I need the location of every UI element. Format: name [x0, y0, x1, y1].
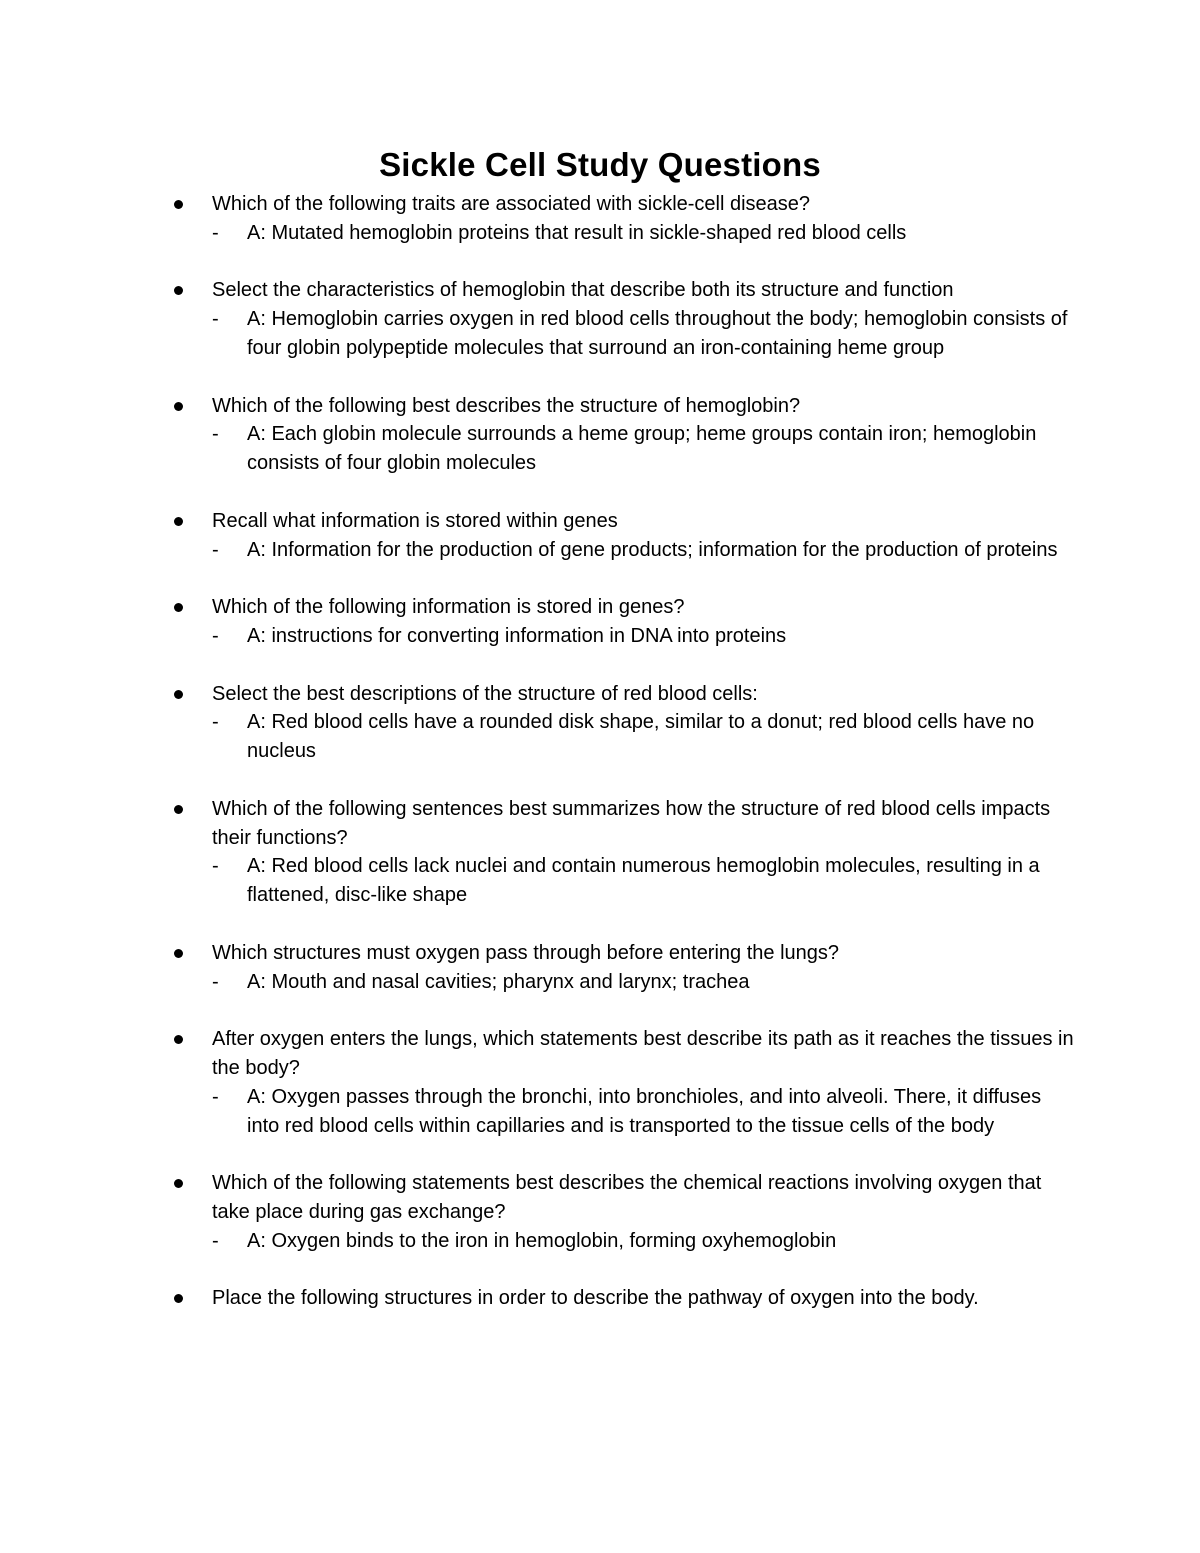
question-item: [174, 392, 1074, 478]
answer-text: - A: instructions for converting information in DNA into proteins: [212, 622, 1074, 651]
dash-icon: -: [212, 855, 219, 878]
question-item: [174, 795, 1074, 910]
dash-icon: -: [212, 308, 219, 331]
answer-text: - A: Red blood cells lack nuclei and contain numerous hemoglobin molecules, resulting in a flattened, disc-like shape: [212, 852, 1074, 910]
bullet-icon: [174, 805, 183, 814]
question-text: Place the following structures in order to describe the pathway of oxygen into the body.: [212, 1287, 979, 1310]
bullet-icon: [174, 402, 183, 411]
question-text: Which of the following statements best describes the chemical reactions involving oxygen that take place during gas exchange?: [212, 1172, 1042, 1223]
dash-icon: -: [212, 1229, 219, 1252]
question-text: Select the best descriptions of the structure of red blood cells:: [212, 682, 758, 705]
answer-text: - A: Mouth and nasal cavities; pharynx and larynx; trachea: [212, 968, 1074, 997]
question-item: [174, 680, 1074, 766]
question-text: Which of the following sentences best summarizes how the structure of red blood cells impacts their functions?: [212, 797, 1051, 849]
question-item: [174, 593, 1074, 651]
question-item: [174, 190, 1074, 248]
answer-text: - A: Mutated hemoglobin proteins that result in sickle-shaped red blood cells: [212, 219, 1074, 248]
dash-icon: -: [212, 538, 219, 561]
question-item: [174, 1284, 1074, 1313]
question-item: [174, 276, 1074, 362]
bullet-icon: [174, 603, 183, 612]
page-title: Sickle Cell Study Questions: [379, 146, 821, 183]
question-text: Which of the following traits are associated with sickle-cell disease?: [212, 193, 811, 215]
dash-icon: -: [212, 970, 219, 993]
question-text: Which structures must oxygen pass through before entering the lungs?: [212, 941, 840, 964]
bullet-icon: [174, 286, 183, 295]
question-item: [174, 507, 1074, 565]
answer-text: - A: Hemoglobin carries oxygen in red blood cells throughout the body; hemoglobin consists of four globin polypeptide molecules that surround an iron-containing heme group: [212, 305, 1074, 363]
bullet-icon: [174, 1179, 183, 1188]
answer-text: - A: Information for the production of gene products; information for the production of proteins: [212, 536, 1074, 565]
bullet-icon: [174, 1294, 183, 1303]
answer-text: - A: Oxygen binds to the iron in hemoglobin, forming oxyhemoglobin: [212, 1227, 1074, 1256]
question-list: [174, 190, 1074, 1342]
dash-icon: -: [212, 624, 219, 647]
question-text: Select the characteristics of hemoglobin that describe both its structure and function: [212, 279, 954, 302]
bullet-icon: [174, 200, 183, 209]
dash-icon: -: [212, 711, 219, 734]
bullet-icon: [174, 949, 183, 958]
question-text: After oxygen enters the lungs, which statements best describe its path as it reaches the tissues in the body?: [212, 1028, 1074, 1079]
question-item: [174, 1169, 1074, 1255]
bullet-icon: [174, 517, 183, 526]
dash-icon: -: [212, 221, 219, 244]
dash-icon: -: [212, 1085, 219, 1108]
dash-icon: -: [212, 423, 219, 446]
bullet-icon: [174, 690, 183, 699]
question-text: Recall what information is stored within genes: [212, 509, 618, 532]
answer-text: - A: Each globin molecule surrounds a heme group; heme groups contain iron; hemoglobin consists of four globin molecules: [212, 420, 1074, 478]
bullet-icon: [174, 1035, 183, 1044]
question-text: Which of the following information is stored in genes?: [212, 596, 685, 619]
question-text: Which of the following best describes the structure of hemoglobin?: [212, 394, 801, 417]
question-item: [174, 1025, 1074, 1140]
answer-text: - A: Red blood cells have a rounded disk shape, similar to a donut; red blood cells have no nucleus: [212, 708, 1074, 766]
question-item: [174, 939, 1074, 997]
answer-text: - A: Oxygen passes through the bronchi, into bronchioles, and into alveoli. There, it diffuses into red blood cells within capillaries and is transported to the tissue cells of the body: [212, 1083, 1074, 1141]
